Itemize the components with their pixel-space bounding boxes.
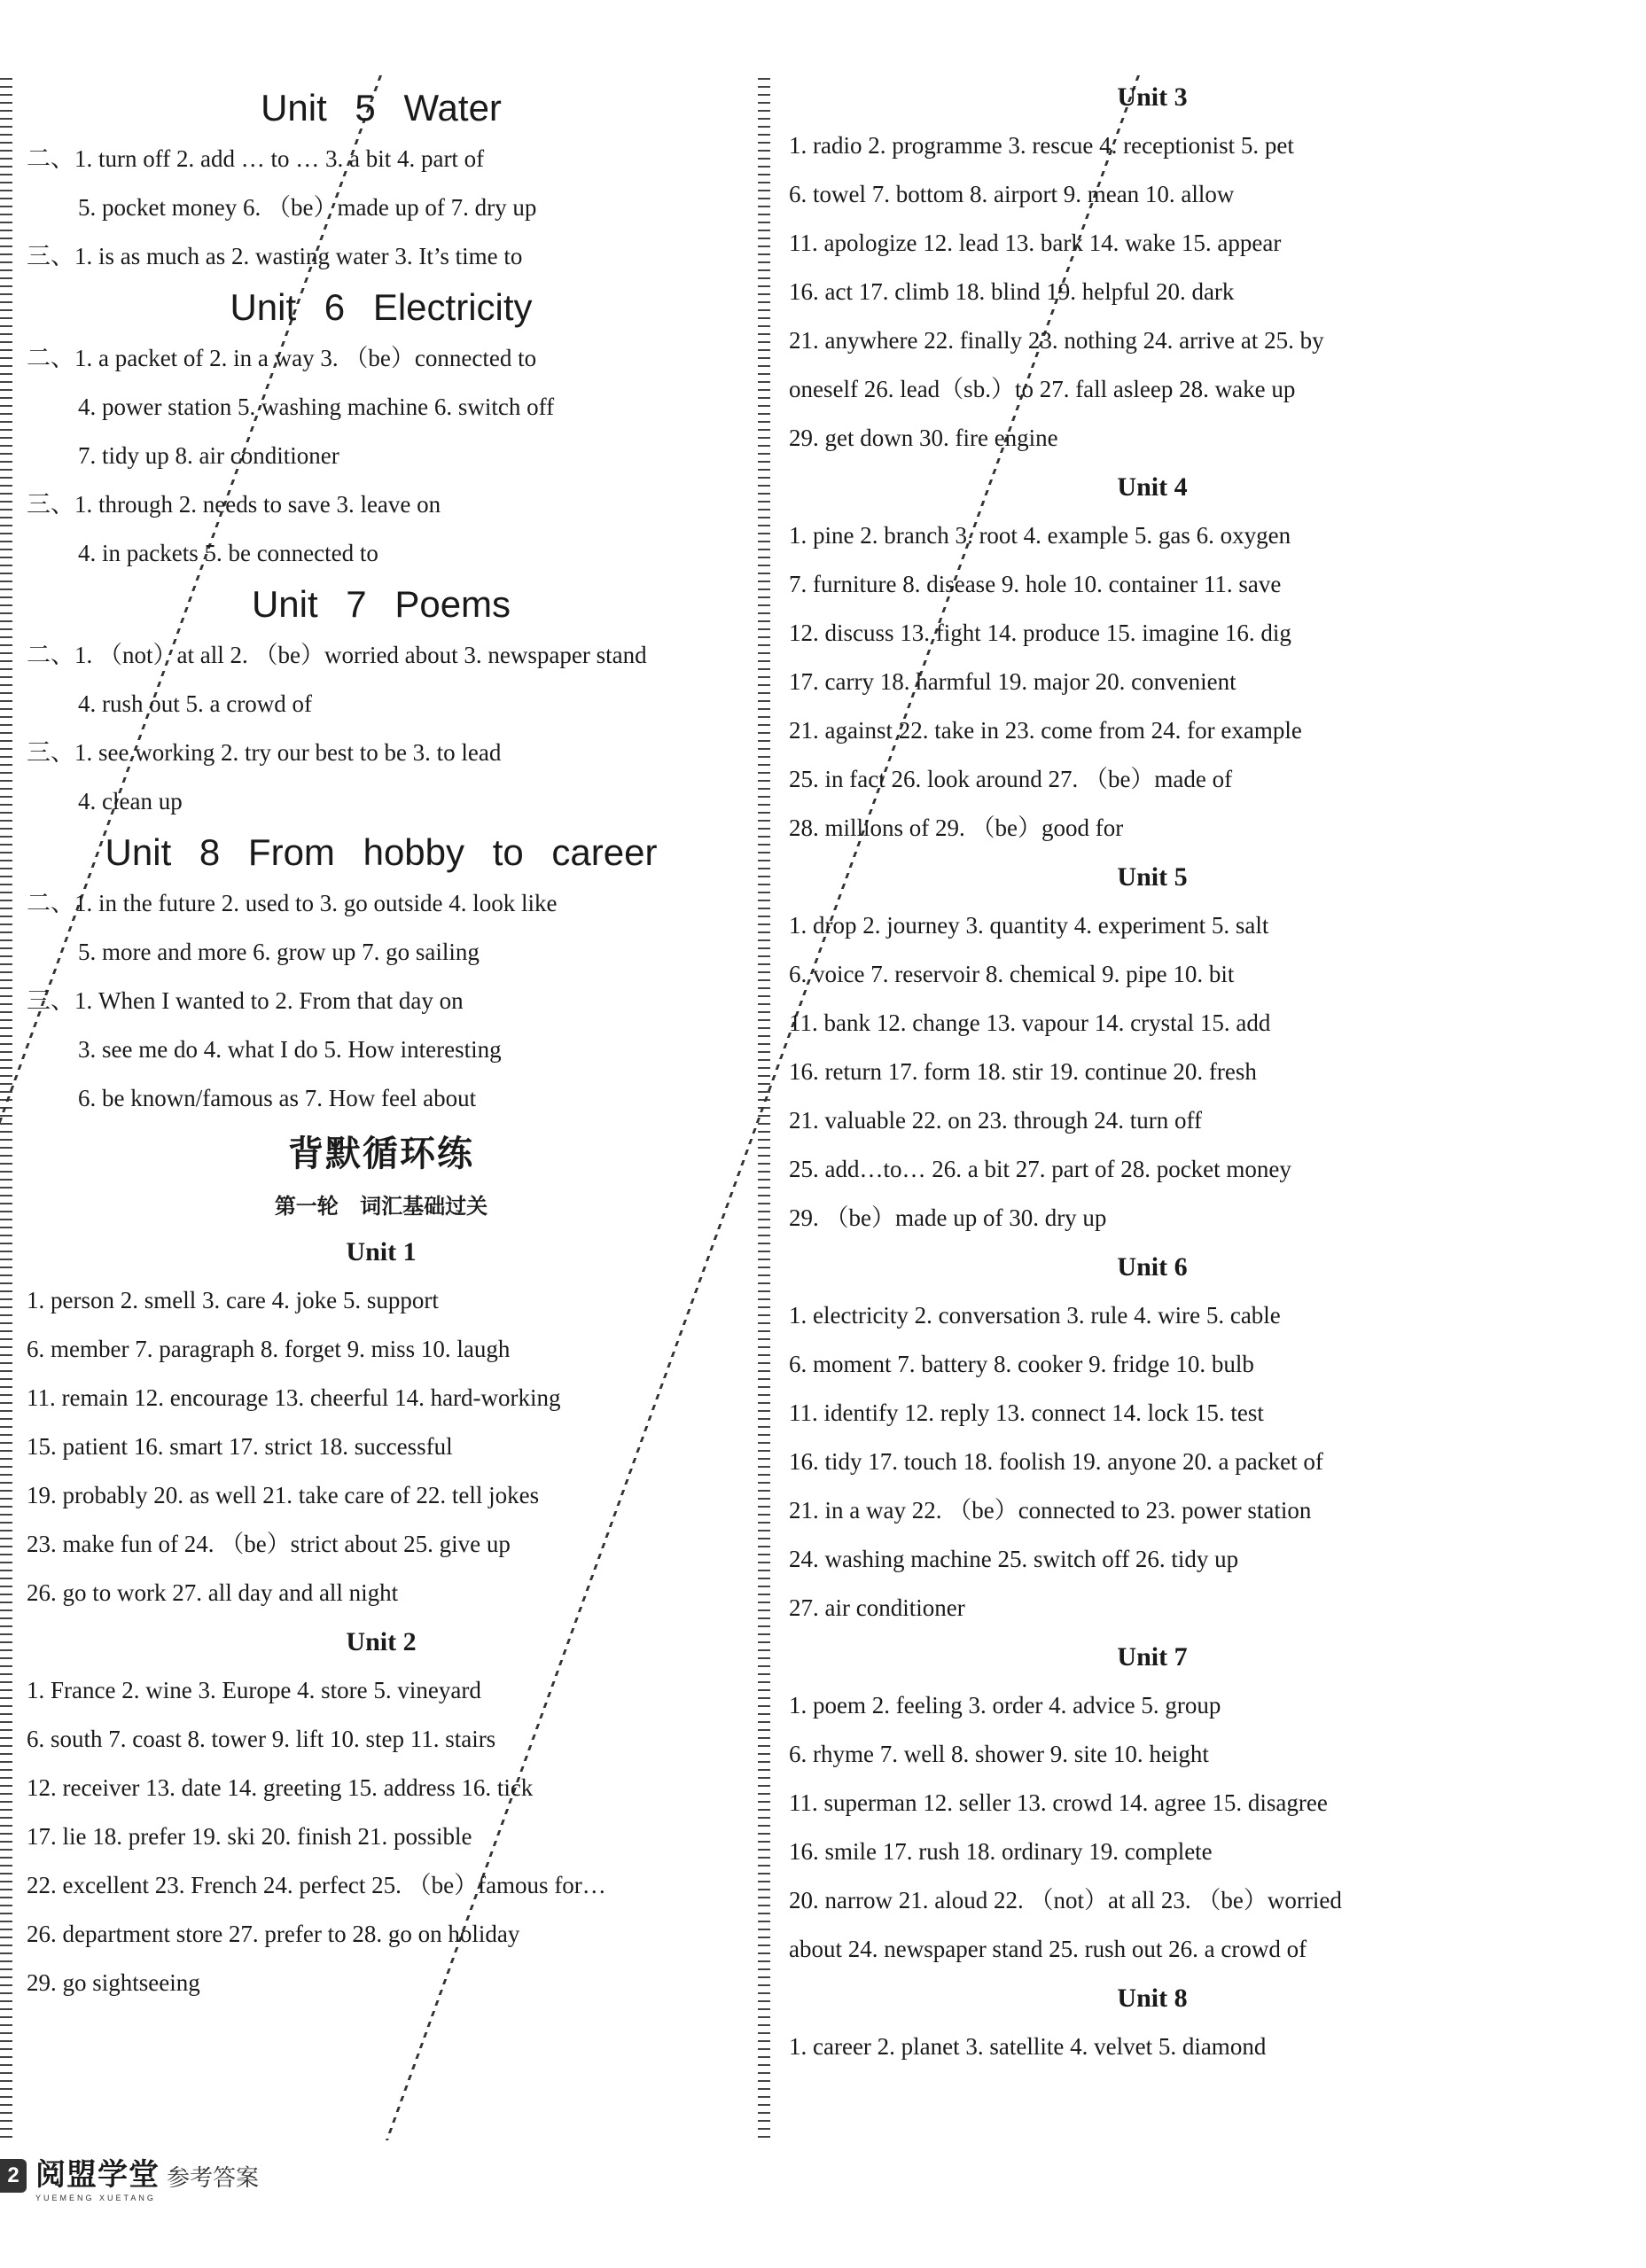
vocab-section-unit1 [27,1228,736,1617]
answer-line: 4. power station 5. washing machine 6. switch off [78,394,555,420]
section-title: Unit 8 From hobby to career [105,831,658,873]
answer-line: 6. be known/famous as 7. How feel about [78,1085,477,1111]
answer-line: 3. see me do 4. what I do 5. How interesting [78,1036,502,1063]
vocab-unit-title: Unit 4 [1117,472,1188,502]
left-column [27,82,736,2007]
brand-name: 阅盟学堂 [35,2156,160,2193]
vocab-line: 25. in fact 26. look around 27. （be）made of [789,766,1233,792]
vocab-line: 16. act 17. climb 18. blind 19. helpful 20. dark [789,278,1235,305]
vocab-section-unit2 [27,1617,736,2007]
vocab-line: 27. air conditioner [789,1594,965,1621]
vocab-line: 12. receiver 13. date 14. greeting 15. address 16. tick [27,1774,534,1801]
vocab-line: 6. south 7. coast 8. tower 9. lift 10. step 11. stairs [27,1726,496,1752]
answer-section-unit8 [27,826,736,1123]
vocab-line: 6. member 7. paragraph 8. forget 9. miss 10. laugh [27,1336,511,1362]
vocab-line: 17. carry 18. harmful 19. major 20. convenient [789,668,1236,695]
vocab-unit-title: Unit 6 [1117,1252,1188,1282]
vocab-unit-title: Unit 1 [346,1237,417,1266]
vocab-unit-title: Unit 3 [1117,82,1188,112]
vocab-section-unit3 [789,73,1516,463]
vocab-line: 17. lie 18. prefer 19. ski 20. finish 21. possible [27,1823,472,1850]
answer-line: 二、1. turn off 2. add … to … 3. a bit 4. part of [27,145,485,172]
vocab-line: 1. drop 2. journey 3. quantity 4. experiment 5. salt [789,912,1269,939]
vocab-line: 28. millions of 29. （be）good for [789,814,1124,841]
answer-line: 三、1. When I wanted to 2. From that day on [27,987,464,1014]
vocab-line: 16. tidy 17. touch 18. foolish 19. anyone 20. a packet of [789,1448,1323,1475]
vocab-line: 11. apologize 12. lead 13. bark 14. wake 15. appear [789,230,1282,256]
vocab-line: 11. remain 12. encourage 13. cheerful 14. hard-working [27,1384,561,1411]
vocab-unit-title: Unit 8 [1117,1984,1188,2013]
answer-line: 7. tidy up 8. air conditioner [78,442,339,469]
vocab-line: 20. narrow 21. aloud 22. （not）at all 23. （be）worried [789,1887,1342,1913]
vocab-unit-title: Unit 5 [1117,862,1188,892]
vocab-line: 19. probably 20. as well 21. take care of 22. tell jokes [27,1482,540,1508]
vocab-line: 11. superman 12. seller 13. crowd 14. agree 15. disagree [789,1789,1328,1816]
footer-label: 参考答案 [167,2164,260,2192]
brand-pinyin: YUEMENG XUETANG [35,2193,156,2202]
vocab-section-unit4 [789,463,1516,853]
answer-line: 三、1. is as much as 2. wasting water 3. It’s time to [27,243,523,269]
vocab-line: 1. person 2. smell 3. care 4. joke 5. support [27,1287,439,1313]
vocab-line: 24. washing machine 25. switch off 26. tidy up [789,1546,1239,1572]
vocab-line: about 24. newspaper stand 25. rush out 26. a crowd of [789,1936,1307,1962]
answer-line: 4. in packets 5. be connected to [78,540,378,566]
page-number: 2 [0,2159,27,2193]
vocab-section-unit7 [789,1633,1516,1974]
vocab-line: 26. department store 27. prefer to 28. go on holiday [27,1921,520,1947]
vocab-line: 1. France 2. wine 3. Europe 4. store 5. vineyard [27,1677,481,1703]
vocab-line: 6. towel 7. bottom 8. airport 9. mean 10. allow [789,181,1235,207]
review-title: 背默循环练 [288,1134,474,1174]
vocab-unit-title: Unit 7 [1117,1642,1188,1672]
vocab-line: 6. moment 7. battery 8. cooker 9. fridge 10. bulb [789,1351,1254,1377]
vocab-unit-title: Unit 2 [346,1627,417,1656]
page-footer [0,2149,259,2202]
answer-line: 4. rush out 5. a crowd of [78,690,312,717]
vocab-line: 21. against 22. take in 23. come from 24. for example [789,717,1302,744]
vocab-line: 15. patient 16. smart 17. strict 18. successful [27,1433,453,1460]
vocab-line: 21. in a way 22. （be）connected to 23. power station [789,1497,1312,1524]
answer-line: 5. more and more 6. grow up 7. go sailing [78,939,480,965]
section-title: Unit 5 Water [261,87,502,129]
answer-section-unit5 [27,82,736,281]
vocab-line: 22. excellent 23. French 24. perfect 25. （be）famous for… [27,1872,606,1898]
vocab-line: 21. anywhere 22. finally 23. nothing 24. arrive at 25. by [789,327,1324,354]
vocab-section-unit6 [789,1243,1516,1633]
vocab-line: 23. make fun of 24. （be）strict about 25. give up [27,1531,511,1557]
vocab-line: 12. discuss 13. fight 14. produce 15. imagine 16. dig [789,620,1291,646]
left-border-decoration [0,75,12,2140]
answer-line: 4. clean up [78,788,183,814]
answer-line: 三、1. see working 2. try our best to be 3. to lead [27,739,502,766]
vocab-line: 1. pine 2. branch 3. root 4. example 5. gas 6. oxygen [789,522,1291,549]
column-divider [758,75,770,2140]
vocab-line: 29. go sightseeing [27,1969,200,1996]
vocab-section-unit5 [789,853,1516,1243]
vocab-line: 1. radio 2. programme 3. rescue 4. receptionist 5. pet [789,132,1294,159]
vocab-line: 11. identify 12. reply 13. connect 14. lock 15. test [789,1399,1264,1426]
review-subtitle: 第一轮 词汇基础过关 [274,1194,488,1219]
vocab-line: 25. add…to… 26. a bit 27. part of 28. pocket money [789,1156,1291,1182]
section-title: Unit 6 Electricity [230,286,533,328]
answer-line: 二、1. a packet of 2. in a way 3. （be）connected to [27,345,537,371]
vocab-line: 6. rhyme 7. well 8. shower 9. site 10. height [789,1741,1209,1767]
answer-line: 5. pocket money 6. （be）made up of 7. dry up [78,194,537,221]
vocab-line: 21. valuable 22. on 23. through 24. turn off [789,1107,1202,1134]
vocab-line: oneself 26. lead（sb.）to 27. fall asleep 28. wake up [789,376,1296,402]
vocab-line: 11. bank 12. change 13. vapour 14. crystal 15. add [789,1009,1271,1036]
vocab-line: 1. electricity 2. conversation 3. rule 4. wire 5. cable [789,1302,1281,1329]
vocab-line: 1. career 2. planet 3. satellite 4. velvet 5. diamond [789,2033,1267,2060]
vocab-line: 7. furniture 8. disease 9. hole 10. container 11. save [789,571,1282,597]
answer-section-unit6 [27,281,736,578]
vocab-line: 29. get down 30. fire engine [789,425,1058,451]
vocab-line: 1. poem 2. feeling 3. order 4. advice 5. group [789,1692,1221,1719]
answer-line: 三、1. through 2. needs to save 3. leave on [27,491,441,518]
answer-section-unit7 [27,578,736,826]
answer-line: 二、1. in the future 2. used to 3. go outside 4. look like [27,890,558,916]
vocab-section-unit8 [789,1974,1516,2071]
right-column [789,73,1516,2071]
vocab-line: 16. return 17. form 18. stir 19. continue 20. fresh [789,1058,1257,1085]
vocab-line: 6. voice 7. reservoir 8. chemical 9. pipe 10. bit [789,961,1235,987]
vocab-line: 16. smile 17. rush 18. ordinary 19. complete [789,1838,1213,1865]
vocab-line: 26. go to work 27. all day and all night [27,1579,399,1606]
vocab-line: 29. （be）made up of 30. dry up [789,1204,1107,1231]
brand-logo [35,2150,160,2202]
answer-line: 二、1. （not）at all 2. （be）worried about 3. newspaper stand [27,642,647,668]
section-title: Unit 7 Poems [251,583,511,625]
